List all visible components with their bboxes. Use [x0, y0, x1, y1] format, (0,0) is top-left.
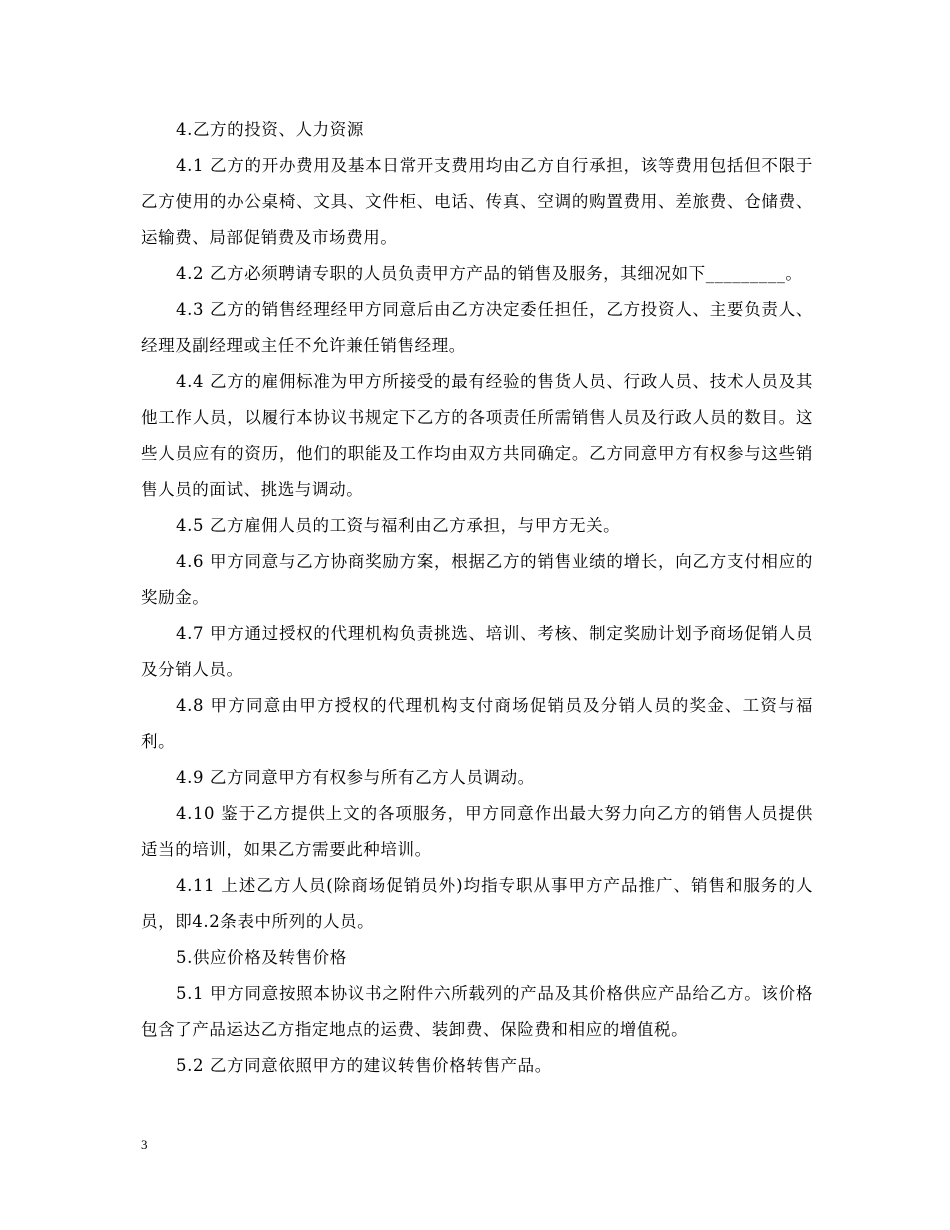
- heading-section-4: 4.乙方的投资、人力资源: [176, 120, 364, 139]
- clause-4-3: 4.3 乙方的销售经理经甲方同意后由乙方决定委任担任，乙方投资人、主要负责人、经理及副经理或主任不允许兼任销售经理。: [141, 300, 813, 355]
- clause-4-9: 4.9 乙方同意甲方有权参与所有乙方人员调动。: [176, 768, 535, 787]
- heading-section-5: 5.供应价格及转售价格: [176, 948, 347, 967]
- clause-4-5: 4.5 乙方雇佣人员的工资与福利由乙方承担，与甲方无关。: [176, 516, 621, 535]
- clause-4-2: 4.2 乙方必须聘请专职的人员负责甲方产品的销售及服务，其细况如下_________。: [176, 264, 803, 283]
- clause-4-6: 4.6 甲方同意与乙方协商奖励方案，根据乙方的销售业绩的增长，向乙方支付相应的奖励金。: [141, 552, 813, 607]
- clause-4-1: 4.1 乙方的开办费用及基本日常开支费用均由乙方自行承担，该等费用包括但不限于乙方使用的办公桌椅、文具、文件柜、电话、传真、空调的购置费用、差旅费、仓储费、运输费、局部促销费及市场费用。: [141, 156, 813, 247]
- clause-5-1: 5.1 甲方同意按照本协议书之附件六所载列的产品及其价格供应产品给乙方。该价格包含了产品运达乙方指定地点的运费、装卸费、保险费和相应的增值税。: [141, 984, 813, 1039]
- page-number: 3: [141, 1137, 148, 1152]
- clause-4-10: 4.10 鉴于乙方提供上文的各项服务，甲方同意作出最大努力向乙方的销售人员提供适当的培训，如果乙方需要此种培训。: [141, 804, 813, 859]
- clause-4-8: 4.8 甲方同意由甲方授权的代理机构支付商场促销员及分销人员的奖金、工资与福利。: [141, 696, 813, 751]
- document-body: [141, 112, 813, 1084]
- clause-4-11: 4.11 上述乙方人员(除商场促销员外)均指专职从事甲方产品推广、销售和服务的人员，即4.2条表中所列的人员。: [141, 876, 813, 931]
- clause-4-7: 4.7 甲方通过授权的代理机构负责挑选、培训、考核、制定奖励计划予商场促销人员及分销人员。: [141, 624, 813, 679]
- clause-4-4: 4.4 乙方的雇佣标准为甲方所接受的最有经验的售货人员、行政人员、技术人员及其他工作人员，以履行本协议书规定下乙方的各项责任所需销售人员及行政人员的数目。这些人员应有的资历，他们的职能及工作均由双方共同确定。乙方同意甲方有权参与这些销售人员的面试、挑选与调动。: [141, 372, 813, 499]
- clause-5-2: 5.2 乙方同意依照甲方的建议转售价格转售产品。: [176, 1056, 552, 1075]
